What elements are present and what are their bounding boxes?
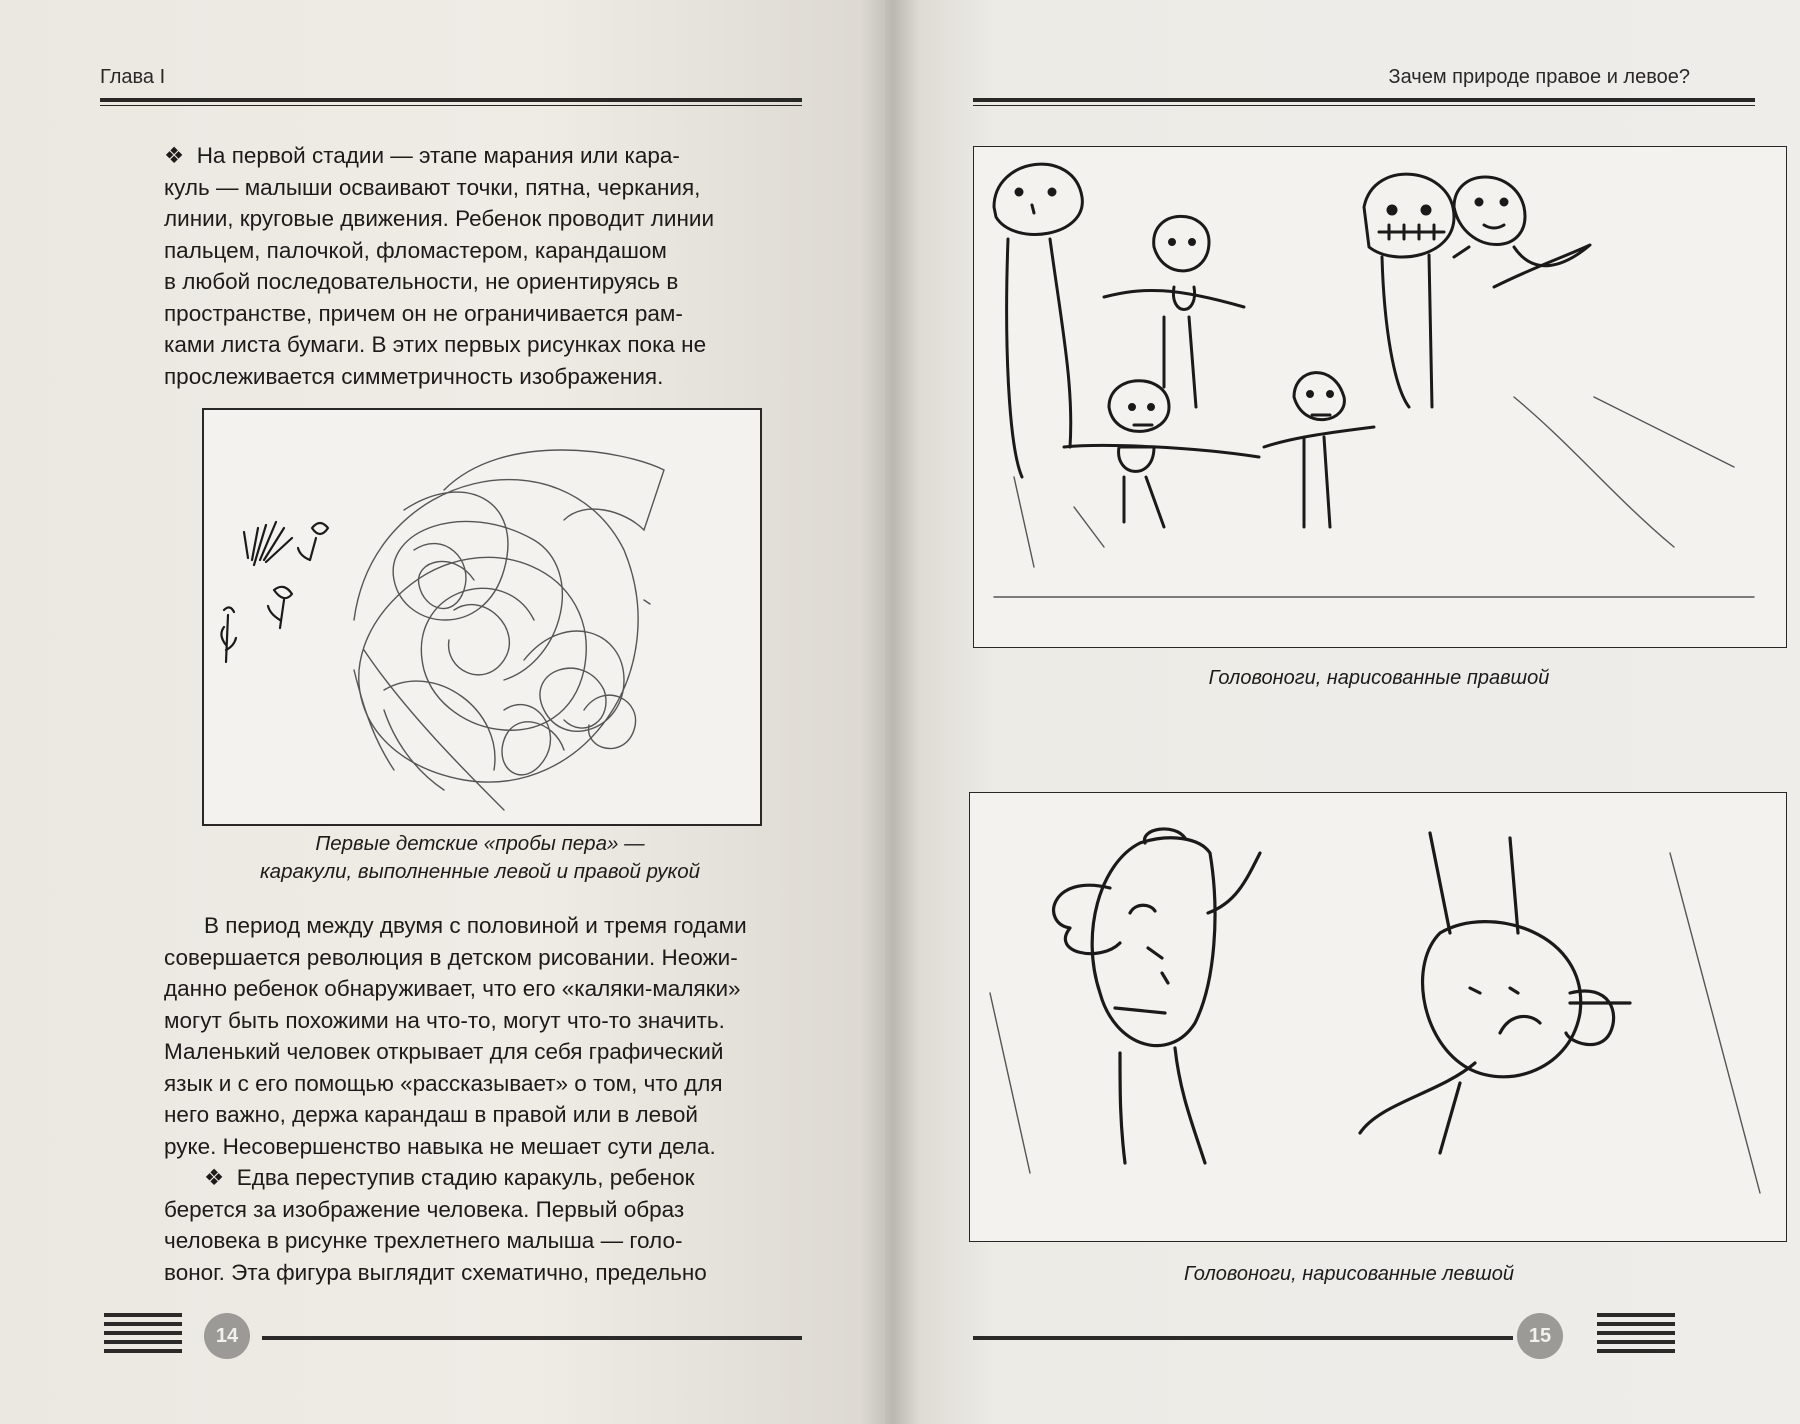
- page-number: 15: [1517, 1313, 1563, 1359]
- header-rule-thin: [100, 105, 802, 106]
- footer-rule: [973, 1336, 1513, 1340]
- text-line: него важно, держа карандаш в правой или в левой: [164, 1102, 698, 1127]
- tadpole-people-left-handed: [970, 793, 1786, 1241]
- running-head-chapter: Глава I: [100, 66, 166, 88]
- header-rule-thin: [973, 105, 1755, 106]
- righthanded-figure-caption: Головоноги, нарисованные правшой: [1208, 667, 1550, 689]
- caption-line: каракули, выполненные левой и правой рукой: [259, 860, 701, 883]
- paragraph-scribble-stage: [164, 140, 802, 392]
- text-line: прослеживается симметричность изображения.: [164, 363, 664, 389]
- footer-stripes: [1597, 1313, 1675, 1359]
- left-page: [0, 0, 885, 1424]
- scribble-figure: [202, 408, 762, 826]
- lefthanded-figure-caption: Головоноги, нарисованные левшой: [1184, 1263, 1514, 1285]
- bullet-icon: ❖: [164, 143, 185, 168]
- text-line: язык и с его помощью «рассказывает» о том, что для: [164, 1070, 723, 1096]
- text-line: данно ребенок обнаруживает, что его «каляки-маляки»: [164, 976, 741, 1001]
- book-gutter-shadow: [860, 0, 920, 1424]
- text-line: воног. Эта фигура выглядит схематично, предельно: [164, 1259, 707, 1285]
- text-line: совершается революция в детском рисовании. Неожи-: [164, 944, 738, 970]
- text-line: руке. Несовершенство навыка не мешает сути дела.: [164, 1133, 716, 1159]
- text-line: ками листа бумаги. В этих первых рисунках пока не: [164, 332, 707, 357]
- scribble-figure-caption: [180, 830, 780, 886]
- text-line: могут быть похожими на что-то, могут что-то значить.: [164, 1007, 725, 1033]
- header-rule: [100, 98, 802, 102]
- bullet-icon: ❖: [204, 1165, 225, 1190]
- right-page: [885, 0, 1800, 1424]
- page-number: 14: [204, 1313, 250, 1359]
- text-line: ❖ Едва переступив стадию каракуль, ребенок: [204, 1165, 695, 1190]
- footer-rule: [262, 1336, 802, 1340]
- righthanded-figure: [973, 146, 1787, 648]
- footer-stripes: [104, 1313, 182, 1359]
- lefthanded-figure: [969, 792, 1787, 1242]
- text-line: куль — малыши осваивают точки, пятна, черкания,: [164, 174, 701, 200]
- paragraph-revolution: [164, 910, 802, 1288]
- text-line: В период между двумя с половиной и тремя годами: [204, 913, 747, 938]
- text-line: в любой последовательности, не ориентируясь в: [164, 269, 679, 294]
- tadpole-people-right-handed: [974, 147, 1786, 647]
- scribble-drawing: [204, 410, 760, 824]
- text-line: пальцем, палочкой, фломастером, карандашом: [164, 237, 667, 263]
- caption-line: Первые детские «пробы пера» —: [315, 832, 645, 855]
- text-line: ❖ На первой стадии — этапе марания или кара-: [164, 143, 680, 168]
- running-head-title: Зачем природе правое и левое?: [1388, 66, 1690, 88]
- text-line: берется за изображение человека. Первый образ: [164, 1196, 685, 1222]
- text-line: Маленький человек открывает для себя графический: [164, 1039, 724, 1064]
- text-line: линии, круговые движения. Ребенок проводит линии: [164, 206, 715, 231]
- header-rule: [973, 98, 1755, 102]
- text-line: пространстве, причем он не ограничивается рам-: [164, 300, 683, 326]
- text-line: человека в рисунке трехлетнего малыша — голо-: [164, 1228, 683, 1253]
